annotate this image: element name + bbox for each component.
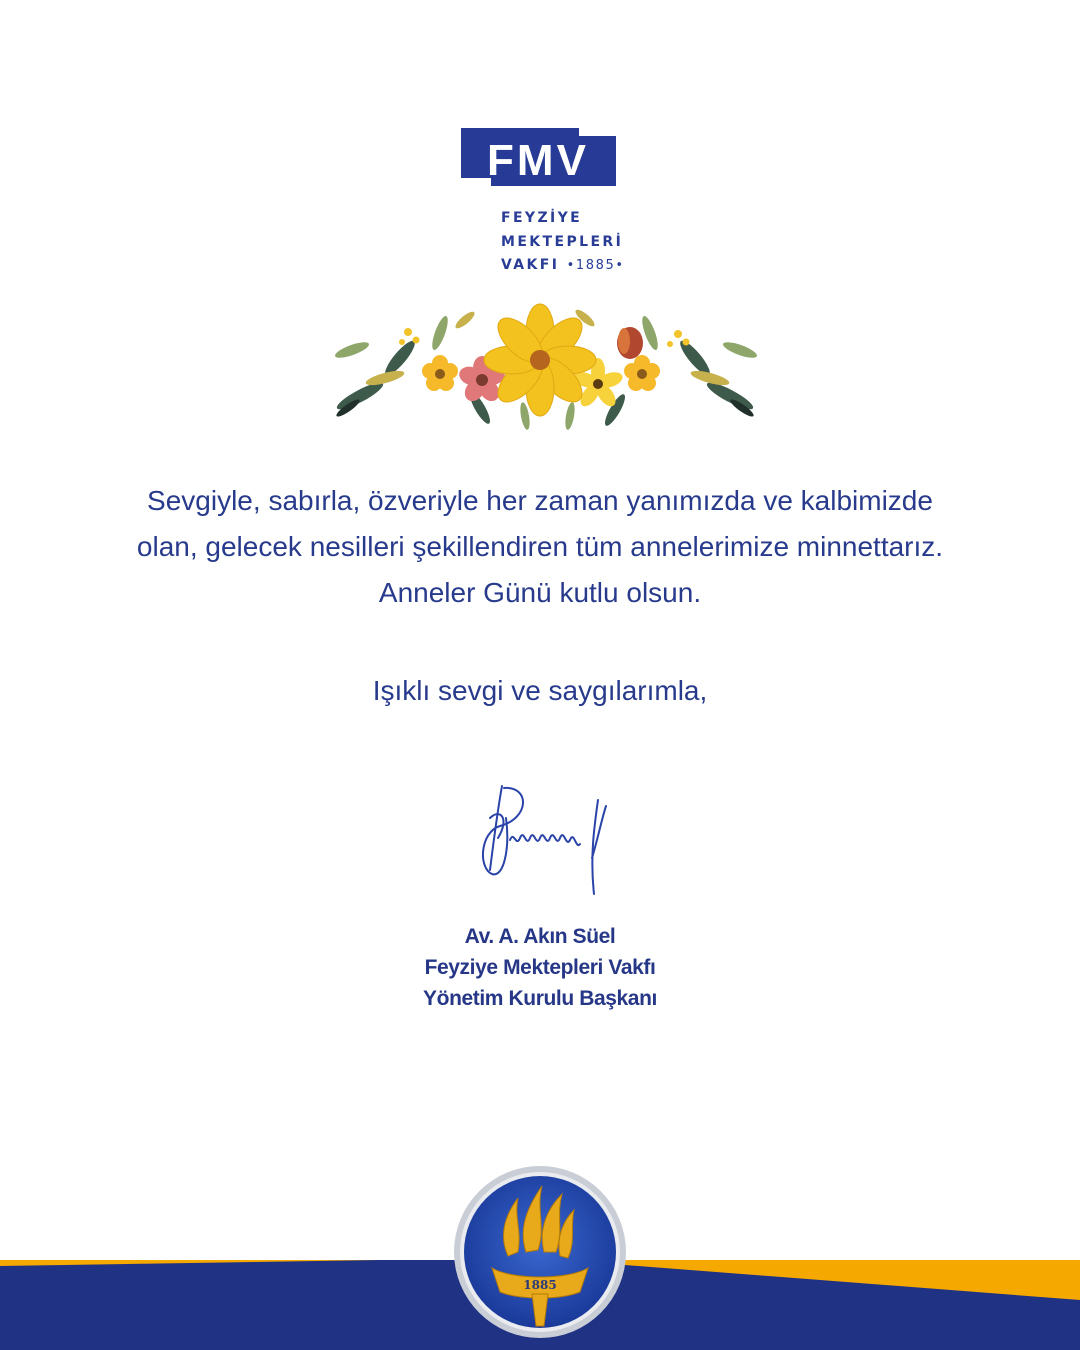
logo-wordmark	[501, 207, 625, 278]
message-line-2: olan, gelecek nesilleri şekillendiren tüm annelerimize minnettarız.	[136, 531, 944, 562]
closing-line: Işıklı sevgi ve saygılarımla,	[372, 675, 708, 706]
flower-garland-icon	[330, 298, 760, 433]
logo-line-3: VAKFI	[501, 257, 560, 273]
signer-block	[240, 921, 840, 1014]
torch-emblem-icon	[452, 1164, 628, 1340]
logo-year: •1885•	[566, 258, 625, 273]
signer-organization: Feyziye Mektepleri Vakfı	[424, 956, 656, 979]
message-line-1: Sevgiyle, sabırla, özveriyle her zaman yanımızda ve kalbimizde	[147, 485, 933, 516]
greeting-message	[60, 478, 1020, 616]
message-line-3: Anneler Günü kutlu olsun.	[378, 577, 702, 608]
signature-image	[470, 778, 620, 900]
logo-line-2: MEKTEPLERİ	[501, 233, 624, 250]
signer-name: Av. A. Akın Süel	[464, 925, 616, 948]
svg-text:1885: 1885	[523, 1278, 557, 1292]
logo-line-1: FEYZİYE	[501, 210, 583, 226]
fmv-logo-mark	[461, 128, 616, 186]
signer-title: Yönetim Kurulu Başkanı	[423, 987, 657, 1010]
svg-text:FMV: FMV	[487, 136, 589, 185]
fmv-logo	[461, 128, 625, 278]
